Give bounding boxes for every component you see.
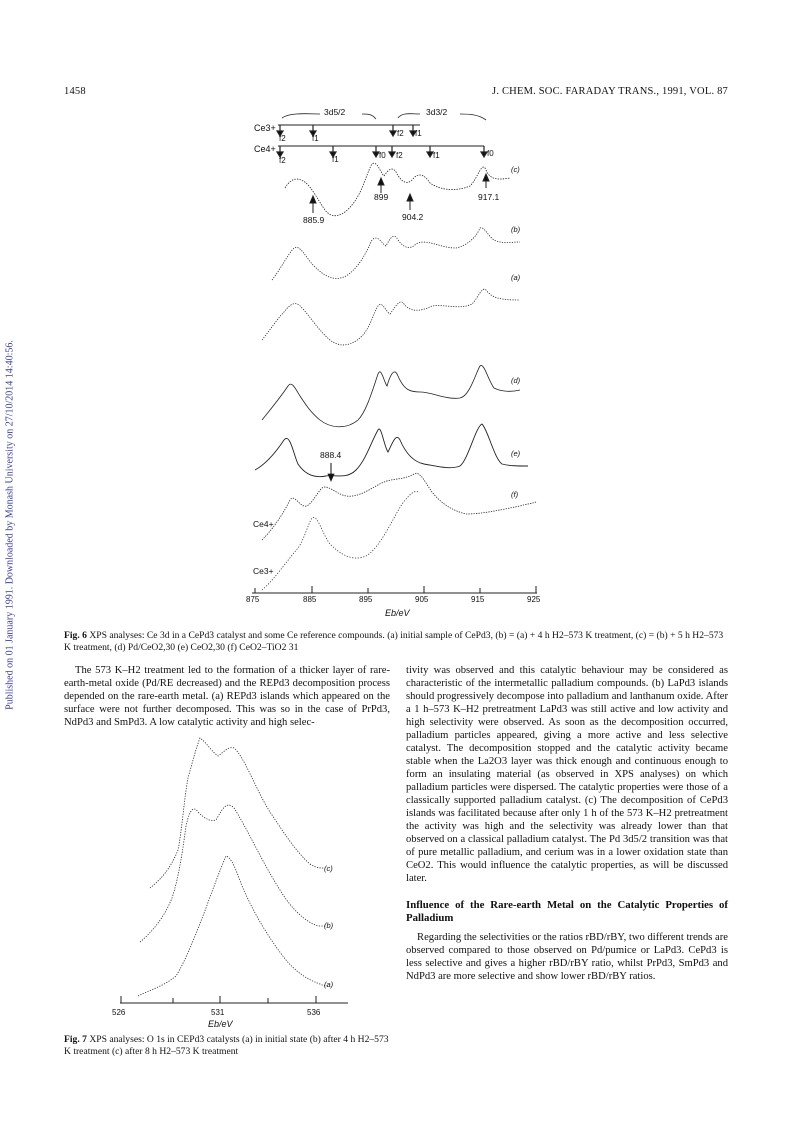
o1s-label-a: (a) xyxy=(324,980,334,989)
spectrum-c xyxy=(285,163,510,216)
label-d: (d) xyxy=(511,376,521,385)
fig7-tick-531: 531 xyxy=(211,1008,225,1017)
band-3d32-label: 3d3/2 xyxy=(426,108,448,117)
ce3-ref-label: Ce3+ xyxy=(253,566,274,576)
spectrum-e xyxy=(255,424,528,477)
label-a: (a) xyxy=(511,273,521,282)
ce4-marker-f0b: f0 xyxy=(487,149,494,158)
fig7-caption-label: Fig. 7 xyxy=(64,1034,87,1045)
right-column-text xyxy=(406,664,728,983)
o1s-label-b: (b) xyxy=(324,921,334,930)
label-f: (f) xyxy=(511,490,519,499)
fig6-tick-895: 895 xyxy=(359,595,373,604)
ce3-marker-f1b: f1 xyxy=(415,129,422,138)
ce3-marker-f2: f2 xyxy=(279,134,286,143)
ce4-marker-f1b: f1 xyxy=(433,151,440,160)
section-heading: Influence of the Rare-earth Metal on the Catalytic Properties of Palladium xyxy=(406,899,728,924)
spectrum-d xyxy=(262,365,520,426)
page-number: 1458 xyxy=(64,86,86,97)
figure-7-spectra xyxy=(118,728,350,1014)
spectrum-a xyxy=(262,289,520,345)
running-header: J. CHEM. SOC. FARADAY TRANS., 1991, VOL. 87 xyxy=(492,86,728,97)
ce3-marker-f2b: f2 xyxy=(397,129,404,138)
ce4-ref-label: Ce4+ xyxy=(253,519,274,529)
figure-6-spectra xyxy=(240,108,550,618)
peak-885-9: 885.9 xyxy=(303,215,325,225)
peak-904-2: 904.2 xyxy=(402,212,424,222)
ce3-marker-f1: f1 xyxy=(312,134,319,143)
spectrum-ce3-ref xyxy=(262,492,418,591)
spectrum-b xyxy=(272,228,520,280)
figure-6-caption xyxy=(64,630,728,653)
fig6-tick-915: 915 xyxy=(471,595,485,604)
fig6-caption-text: XPS analyses: Ce 3d in a CePd3 catalyst and some Ce reference compounds. (a) initial sample of CePd3, (b) = (a) + 4 h H2–573 K treatment, (c) = (b) + 5 h H2–573 K treatment, (d) Pd/CeO2,30 (e) CeO2,30 (f) CeO2–TiO2 31 xyxy=(64,630,724,653)
peak-899: 899 xyxy=(374,192,389,202)
ce4-marker-f2: f2 xyxy=(279,156,286,165)
download-notice: Published on 01 January 1991. Downloaded by Monash University on 27/10/2014 14:40:56. xyxy=(4,340,16,710)
fig7-axis-label: Eb/eV xyxy=(208,1019,233,1029)
fig7-tick-526: 526 xyxy=(112,1008,126,1017)
ce4-marker-f1: f1 xyxy=(332,155,339,164)
fig6-caption-label: Fig. 6 xyxy=(64,630,87,641)
fig6-axis-label: Eb/eV xyxy=(385,608,410,618)
fig6-tick-875: 875 xyxy=(246,595,260,604)
label-b: (b) xyxy=(511,225,521,234)
ce4-marker-f0: f0 xyxy=(379,151,386,160)
o1s-spectrum-a xyxy=(138,856,328,996)
band-3d52-label: 3d5/2 xyxy=(324,108,346,117)
ce4-marker-f2b: f2 xyxy=(396,151,403,160)
o1s-spectrum-b xyxy=(140,805,326,942)
peak-917-1: 917.1 xyxy=(478,192,500,202)
spectrum-f-ce4 xyxy=(262,473,536,540)
left-column-text xyxy=(64,664,390,729)
left-paragraph: The 573 K–H2 treatment led to the formation of a thicker layer of rare-earth-metal oxide (Pd/RE decreased) and the REPd3 decomposition process depended on the rare-earth metal. (a) REPd3 islands which appeared on the surface were not further decomposed. This was so in the case of PrPd3, NdPd3 and SmPd3. A low catalytic activity and high selec- xyxy=(64,665,390,728)
figure-7-caption xyxy=(64,1034,390,1057)
o1s-label-c: (c) xyxy=(324,864,333,873)
fig6-tick-885: 885 xyxy=(303,595,317,604)
ce4-label: Ce4+ xyxy=(254,144,276,154)
fig6-tick-905: 905 xyxy=(415,595,429,604)
right-paragraph-1: tivity was observed and this catalytic behaviour may be considered as characteristic of the intermetallic palladium compounds. (b) LaPd3 islands should progressively decompose into palladium and lanthanum oxide. After a 1 h–573 K–H2 pretreatment LaPd3 was still active and low activity and high selectivity were observed. As soon as the decomposition occurred, palladium particles appeared, giving a more active and less selective catalyst. The decomposition stopped and the catalytic activity became stable when the La2O3 layer was thick enough and continuous enough to form an insulating material (as observed in XPS analyses) on which palladium particles were dispersed. The catalytic properties were those of a classically supported palladium catalyst. (c) The decomposition of CePd3 islands was facilitated because after only 1 h of the 573 K–H2 pretreatment the activity was high and the selectivity was already lower than that observed on a classical palladium catalyst. The Pd 3d5/2 transition was that of pure metallic palladium, and cerium was in a lower oxidation state than CeO2. This would influence the catalytic properties, as will be discussed later. xyxy=(406,665,728,884)
peak-888-4: 888.4 xyxy=(320,450,342,460)
fig7-caption-text: XPS analyses: O 1s in CEPd3 catalysts (a) in initial state (b) after 4 h H2–573 K treatment (c) after 8 h H2–573 K treatment xyxy=(64,1034,389,1057)
label-c: (c) xyxy=(511,165,520,174)
fig6-tick-925: 925 xyxy=(527,595,541,604)
ce3-label: Ce3+ xyxy=(254,123,276,133)
fig7-tick-536: 536 xyxy=(307,1008,321,1017)
label-e: (e) xyxy=(511,449,521,458)
right-paragraph-2: Regarding the selectivities or the ratios rBD/rBY, two different trends are observed compared to those observed on Pd/pumice or LaPd3. CePd3 is less selective and gives a higher rBD/rBY ratio, whilst PrPd3, SmPd3 and NdPd3 are more selective and show lower rBD/rBY ratios. xyxy=(406,932,728,982)
